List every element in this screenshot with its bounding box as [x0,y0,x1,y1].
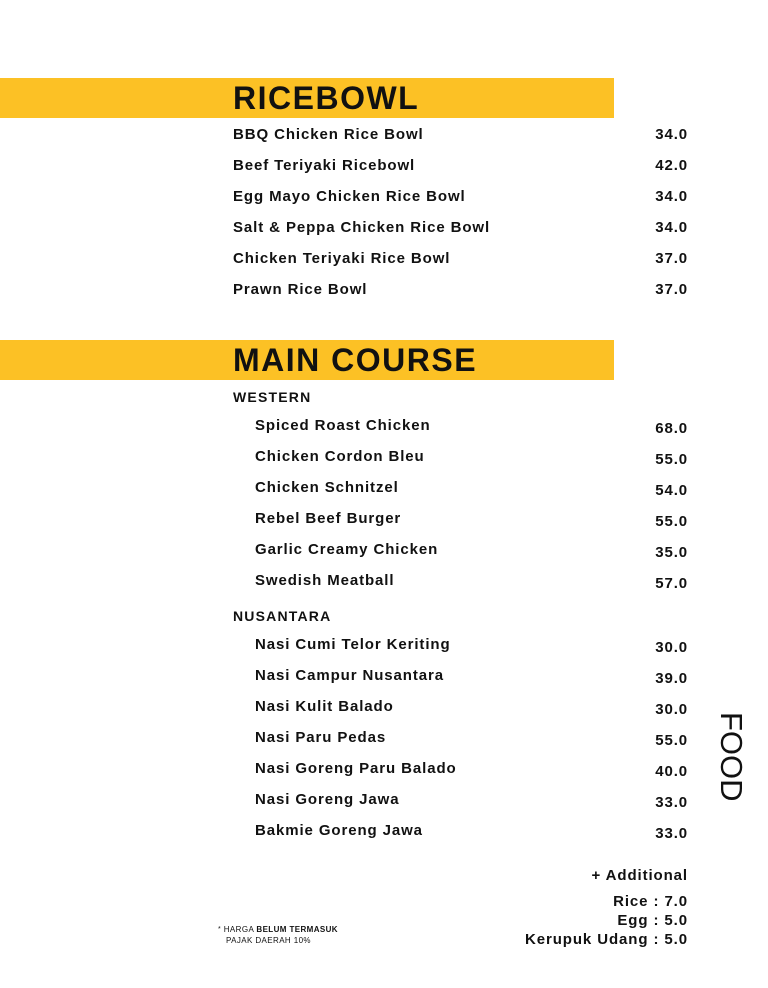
menu-item [0,572,768,594]
menu-item [0,250,768,272]
additional-item: Kerupuk Udang : 5.0 [525,931,688,948]
additional-item: Rice : 7.0 [613,893,688,910]
menu-item [0,479,768,501]
item-name: Nasi Goreng Jawa [255,791,400,808]
menu-item [0,636,768,658]
item-name: Chicken Schnitzel [255,479,399,496]
item-price: 55.0 [655,732,688,749]
item-price: 42.0 [655,157,688,174]
nusantara-subheading: NUSANTARA [233,608,332,624]
item-name: Garlic Creamy Chicken [255,541,439,558]
tax-note-line2: PAJAK DAERAH 10% [226,936,311,945]
additional-heading: + Additional [591,867,688,884]
item-price: 55.0 [655,451,688,468]
item-price: 68.0 [655,420,688,437]
tax-note-prefix: HARGA [223,925,257,934]
item-name: Salt & Peppa Chicken Rice Bowl [233,219,491,236]
item-price: 35.0 [655,544,688,561]
item-name: Spiced Roast Chicken [255,417,431,434]
tax-note-line1 [218,924,338,935]
menu-item [0,698,768,720]
item-price: 34.0 [655,126,688,143]
menu-item [0,126,768,148]
food-side-label: FOOD [714,712,749,802]
menu-item [0,822,768,844]
menu-item [0,729,768,751]
tax-note-asterisk: * [218,926,222,933]
menu-item [0,760,768,782]
ricebowl-title: RICEBOWL [233,80,420,116]
item-price: 34.0 [655,219,688,236]
item-name: Nasi Paru Pedas [255,729,387,746]
item-price: 37.0 [655,281,688,298]
item-name: Nasi Campur Nusantara [255,667,444,684]
menu-item [0,448,768,470]
menu-item [0,157,768,179]
item-name: Egg Mayo Chicken Rice Bowl [233,188,466,205]
item-price: 37.0 [655,250,688,267]
item-price: 55.0 [655,513,688,530]
item-name: Beef Teriyaki Ricebowl [233,157,416,174]
item-name: BBQ Chicken Rice Bowl [233,126,424,143]
item-name: Chicken Teriyaki Rice Bowl [233,250,451,267]
western-subheading: WESTERN [233,389,312,405]
additional-item: Egg : 5.0 [617,912,688,929]
menu-item [0,417,768,439]
tax-note-bold: BELUM TERMASUK [256,925,338,934]
item-name: Nasi Goreng Paru Balado [255,760,457,777]
tax-note [218,924,338,946]
item-price: 33.0 [655,825,688,842]
menu-item [0,791,768,813]
item-price: 57.0 [655,575,688,592]
item-price: 54.0 [655,482,688,499]
menu-item [0,219,768,241]
item-name: Bakmie Goreng Jawa [255,822,423,839]
item-name: Chicken Cordon Bleu [255,448,425,465]
menu-item [0,541,768,563]
item-name: Nasi Cumi Telor Keriting [255,636,451,653]
item-name: Prawn Rice Bowl [233,281,368,298]
main-course-title: MAIN COURSE [233,342,478,378]
item-price: 33.0 [655,794,688,811]
menu-item [0,667,768,689]
item-price: 30.0 [655,701,688,718]
item-price: 39.0 [655,670,688,687]
item-name: Swedish Meatball [255,572,395,589]
item-name: Nasi Kulit Balado [255,698,394,715]
item-price: 40.0 [655,763,688,780]
menu-item [0,510,768,532]
menu-item [0,281,768,303]
item-name: Rebel Beef Burger [255,510,402,527]
item-price: 34.0 [655,188,688,205]
item-price: 30.0 [655,639,688,656]
menu-item [0,188,768,210]
